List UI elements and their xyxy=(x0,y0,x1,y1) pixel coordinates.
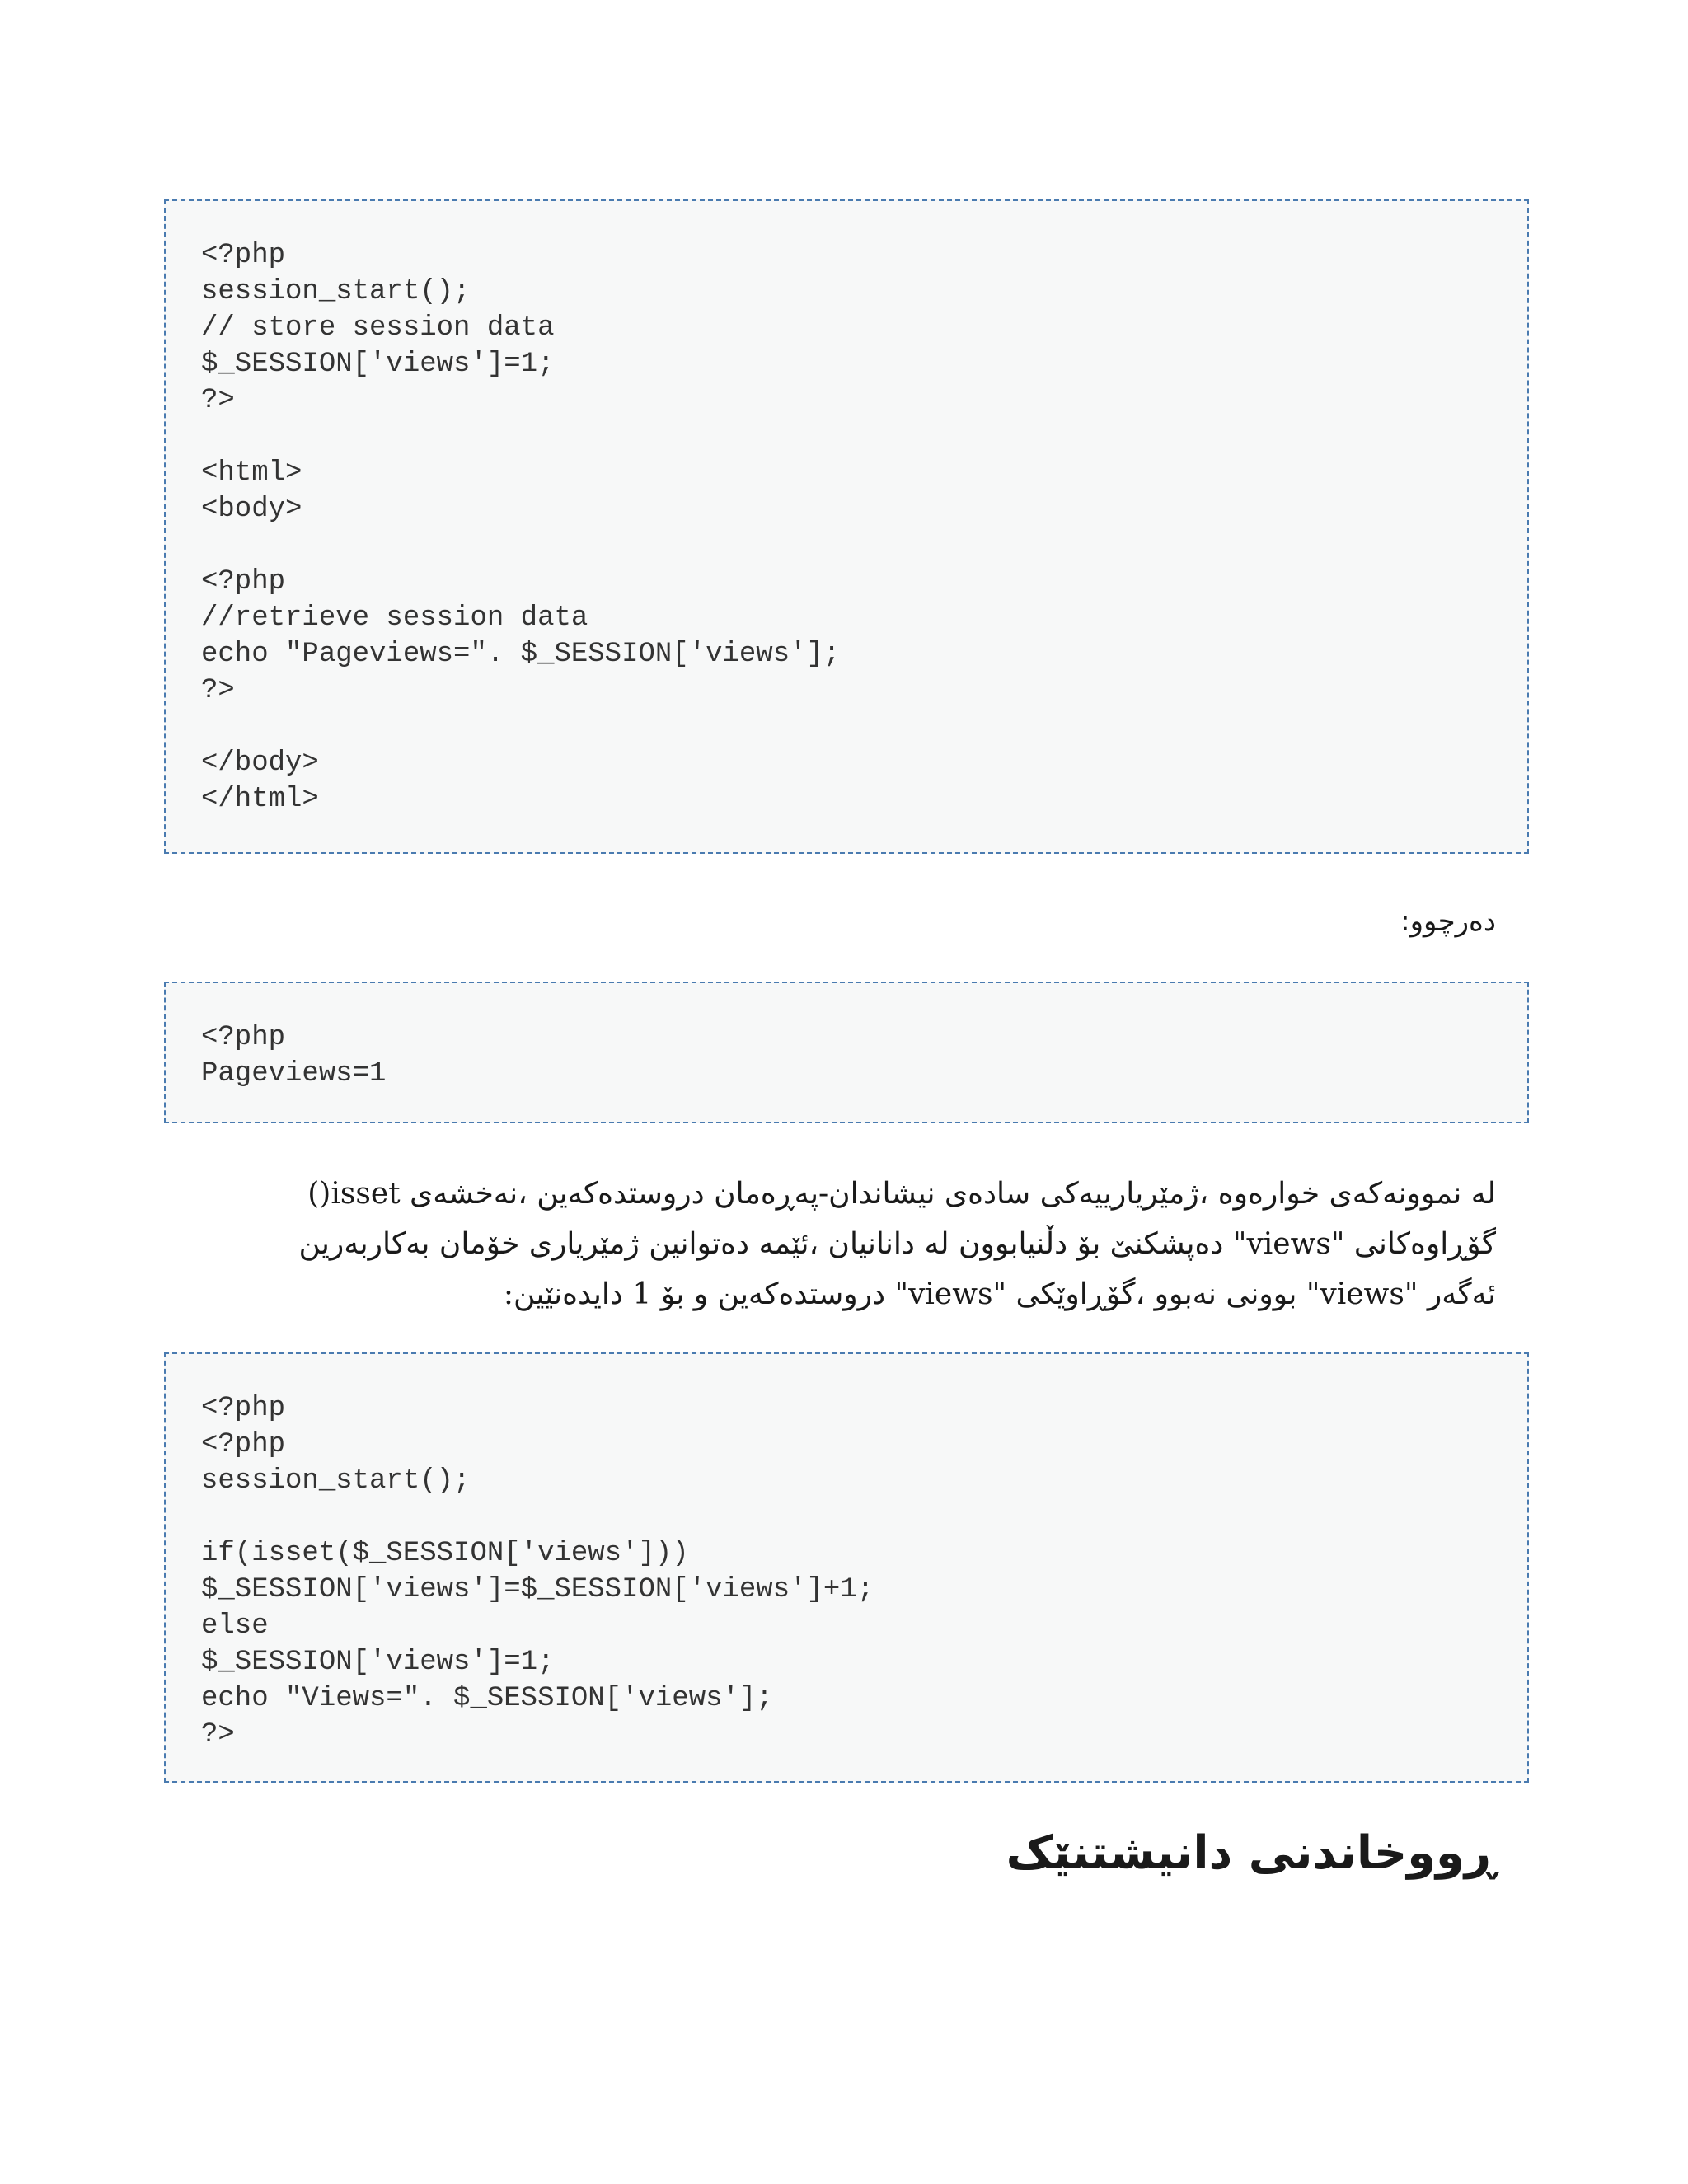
output-label: دەرچوو: xyxy=(1400,905,1496,938)
code-block-output xyxy=(164,982,1529,1123)
code-text: <?php session_start(); // store session data $_SESSION['views']=1; ?> <html> <body> <?php //retrieve session data echo "Pageviews=". $_SESSION['views']; ?> </body> </html> xyxy=(201,240,841,815)
code-text: <?php <?php session_start(); if(isset($_SESSION['views'])) $_SESSION['views']=$_SESSION['views']+1; else $_SESSION['views']=1; echo "Views=". $_SESSION['views']; ?> xyxy=(201,1393,874,1750)
description-paragraph: لە نموونەکەی خوارەوە ،ژمێریارییەکی سادەی نیشاندان-پەڕەمان دروستدەکەین ،نەخشەی isset() گۆڕاوەکانی "views" دەپشکنێ بۆ دڵنیابوون لە دانانیان ،ئێمە دەتوانین ژمێریاری خۆمان بەکاربەرین ئەگەر "views" بوونی نەبوو ،گۆڕاوێکی "views" دروستدەکەین و بۆ 1 دایدەنێین: xyxy=(298,1177,1496,1311)
code-text: <?php Pageviews=1 xyxy=(201,1022,387,1090)
section-heading: ڕووخاندنی دانیشتنێک xyxy=(1006,1826,1496,1880)
code-block-session-store xyxy=(164,199,1529,854)
code-block-isset-counter xyxy=(164,1352,1529,1783)
